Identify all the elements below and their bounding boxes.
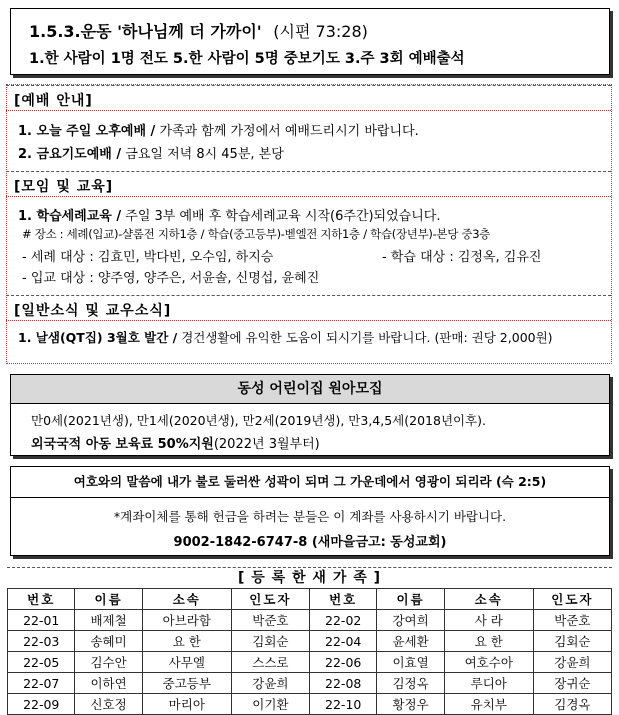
table-cell: 22-02 bbox=[309, 610, 376, 631]
table-cell: 22-09 bbox=[8, 694, 75, 715]
education-title: [모임 및 교육] bbox=[14, 179, 114, 195]
family-table bbox=[7, 588, 612, 715]
daycare-title-bar bbox=[11, 375, 609, 404]
education-place: # 장소 : 세례(입교)-샬롬전 지하1층 / 학습(중고등부)-벧엘전 지하1층 / 학습(장년부)-본당 중3층 bbox=[22, 227, 491, 241]
table-cell: 아브라함 bbox=[142, 610, 231, 631]
table-cell: 요 한 bbox=[444, 631, 533, 652]
table-row bbox=[8, 652, 612, 673]
verse-box bbox=[10, 466, 610, 556]
table-cell: 사무엘 bbox=[142, 652, 231, 673]
table-cell: 장귀순 bbox=[533, 673, 611, 694]
table-cell: 신호정 bbox=[75, 694, 142, 715]
worship-section-header bbox=[6, 85, 611, 111]
table-cell: 김정옥 bbox=[377, 673, 444, 694]
table-row bbox=[8, 631, 612, 652]
daycare-title: 동성 어린이집 원아모집 bbox=[237, 381, 383, 397]
education-learning: - 학습 대상 : 김정옥, 김유진 bbox=[382, 250, 542, 265]
table-cell: 이기환 bbox=[231, 694, 309, 715]
table-row bbox=[8, 610, 612, 631]
header-title bbox=[29, 19, 368, 42]
table-cell: 박준호 bbox=[231, 610, 309, 631]
table-cell: 김회순 bbox=[231, 631, 309, 652]
verse-bar bbox=[11, 467, 609, 498]
worship-title: [예배 안내] bbox=[14, 93, 93, 109]
table-cell: 22-03 bbox=[8, 631, 75, 652]
table-cell: 22-08 bbox=[309, 673, 376, 694]
table-cell: 22-01 bbox=[8, 610, 75, 631]
family-header-cell: 인도자 bbox=[533, 589, 611, 610]
family-title-bar bbox=[7, 567, 612, 588]
table-cell: 22-05 bbox=[8, 652, 75, 673]
education-section-header bbox=[6, 171, 611, 197]
news-section-header bbox=[6, 295, 611, 321]
family-table-body bbox=[8, 610, 612, 715]
table-cell: 스스로 bbox=[231, 652, 309, 673]
family-header-row bbox=[8, 589, 612, 610]
family-header-cell: 번호 bbox=[8, 589, 75, 610]
table-cell: 여호수아 bbox=[444, 652, 533, 673]
table-cell: 중고등부 bbox=[142, 673, 231, 694]
family-header-cell: 소속 bbox=[444, 589, 533, 610]
header-box bbox=[10, 8, 610, 75]
table-cell: 김수안 bbox=[75, 652, 142, 673]
account-number: 9002-1842-6747-8 (새마을금고: 동성교회) bbox=[173, 535, 447, 550]
table-cell: 강여희 bbox=[377, 610, 444, 631]
daycare-line1: 만0세(2021년생), 만1세(2020년생), 만2세(2019년생), 만3,4,5세(2018년이후). bbox=[31, 413, 487, 428]
table-cell: 요 한 bbox=[142, 631, 231, 652]
account-note: *계좌이체를 통해 헌금을 하려는 분들은 이 계좌를 사용하시기 바랍니다. bbox=[113, 509, 507, 524]
news-item: 1. 날샘(QT집) 3월호 발간 / 경건생활에 유익한 도움이 되시기를 바랍니다. (판매: 권당 2,000원) bbox=[18, 330, 553, 345]
daycare-box bbox=[10, 374, 610, 456]
education-item: 1. 학습세례교육 / 주일 3부 예배 후 학습세례교육 시작(6주간)되었습니다. bbox=[18, 209, 441, 224]
table-cell: 22-10 bbox=[309, 694, 376, 715]
table-cell: 황정우 bbox=[377, 694, 444, 715]
family-header-cell: 인도자 bbox=[231, 589, 309, 610]
table-cell: 루디아 bbox=[444, 673, 533, 694]
news-title: [일반소식 및 교우소식] bbox=[14, 303, 172, 319]
table-row bbox=[8, 673, 612, 694]
daycare-line2: 외국국적 아동 보육료 50%지원(2022년 3월부터) bbox=[31, 437, 320, 452]
verse-text: 여호와의 말씀에 내가 불로 둘러싼 성곽이 되며 그 가운데에서 영광이 되리라 (슥 2:5) bbox=[73, 474, 547, 489]
table-cell: 강윤희 bbox=[231, 673, 309, 694]
header-main: 1.5.3.운동 '하나님께 더 가까이' bbox=[29, 22, 262, 41]
education-confirmation: - 입교 대상 : 양주영, 양주은, 서윤솔, 신명섭, 윤혜진 bbox=[22, 271, 320, 286]
table-cell: 배제철 bbox=[75, 610, 142, 631]
family-header-cell: 소속 bbox=[142, 589, 231, 610]
table-cell: 김회순 bbox=[533, 631, 611, 652]
table-cell: 유치부 bbox=[444, 694, 533, 715]
family-title: [ 등 록 한 새 가 족 ] bbox=[237, 570, 382, 586]
family-header-cell: 번호 bbox=[309, 589, 376, 610]
worship-item-1: 1. 오늘 주일 오후예배 / 가족과 함께 가정에서 예배드리시기 바랍니다. bbox=[18, 124, 419, 139]
table-cell: 강윤희 bbox=[533, 652, 611, 673]
family-header-cell: 이름 bbox=[75, 589, 142, 610]
table-cell: 마리아 bbox=[142, 694, 231, 715]
education-baptism: - 세례 대상 : 김효민, 박다빈, 오수임, 하지승 bbox=[22, 250, 274, 265]
table-cell: 22-04 bbox=[309, 631, 376, 652]
header-subtitle: 1.한 사람이 1명 전도 5.한 사람이 5명 중보기도 3.주 3회 예배출석 bbox=[29, 51, 465, 67]
table-cell: 사 라 bbox=[444, 610, 533, 631]
table-cell: 이하연 bbox=[75, 673, 142, 694]
table-cell: 송혜미 bbox=[75, 631, 142, 652]
table-cell: 이효열 bbox=[377, 652, 444, 673]
table-row bbox=[8, 694, 612, 715]
family-header-cell: 이름 bbox=[377, 589, 444, 610]
table-cell: 박준호 bbox=[533, 610, 611, 631]
worship-item-2: 2. 금요기도예배 / 금요일 저녁 8시 45분, 본당 bbox=[18, 147, 284, 162]
header-reference: (시편 73:28) bbox=[273, 22, 368, 41]
table-cell: 22-06 bbox=[309, 652, 376, 673]
table-cell: 윤세환 bbox=[377, 631, 444, 652]
table-cell: 22-07 bbox=[8, 673, 75, 694]
table-cell: 김경옥 bbox=[533, 694, 611, 715]
